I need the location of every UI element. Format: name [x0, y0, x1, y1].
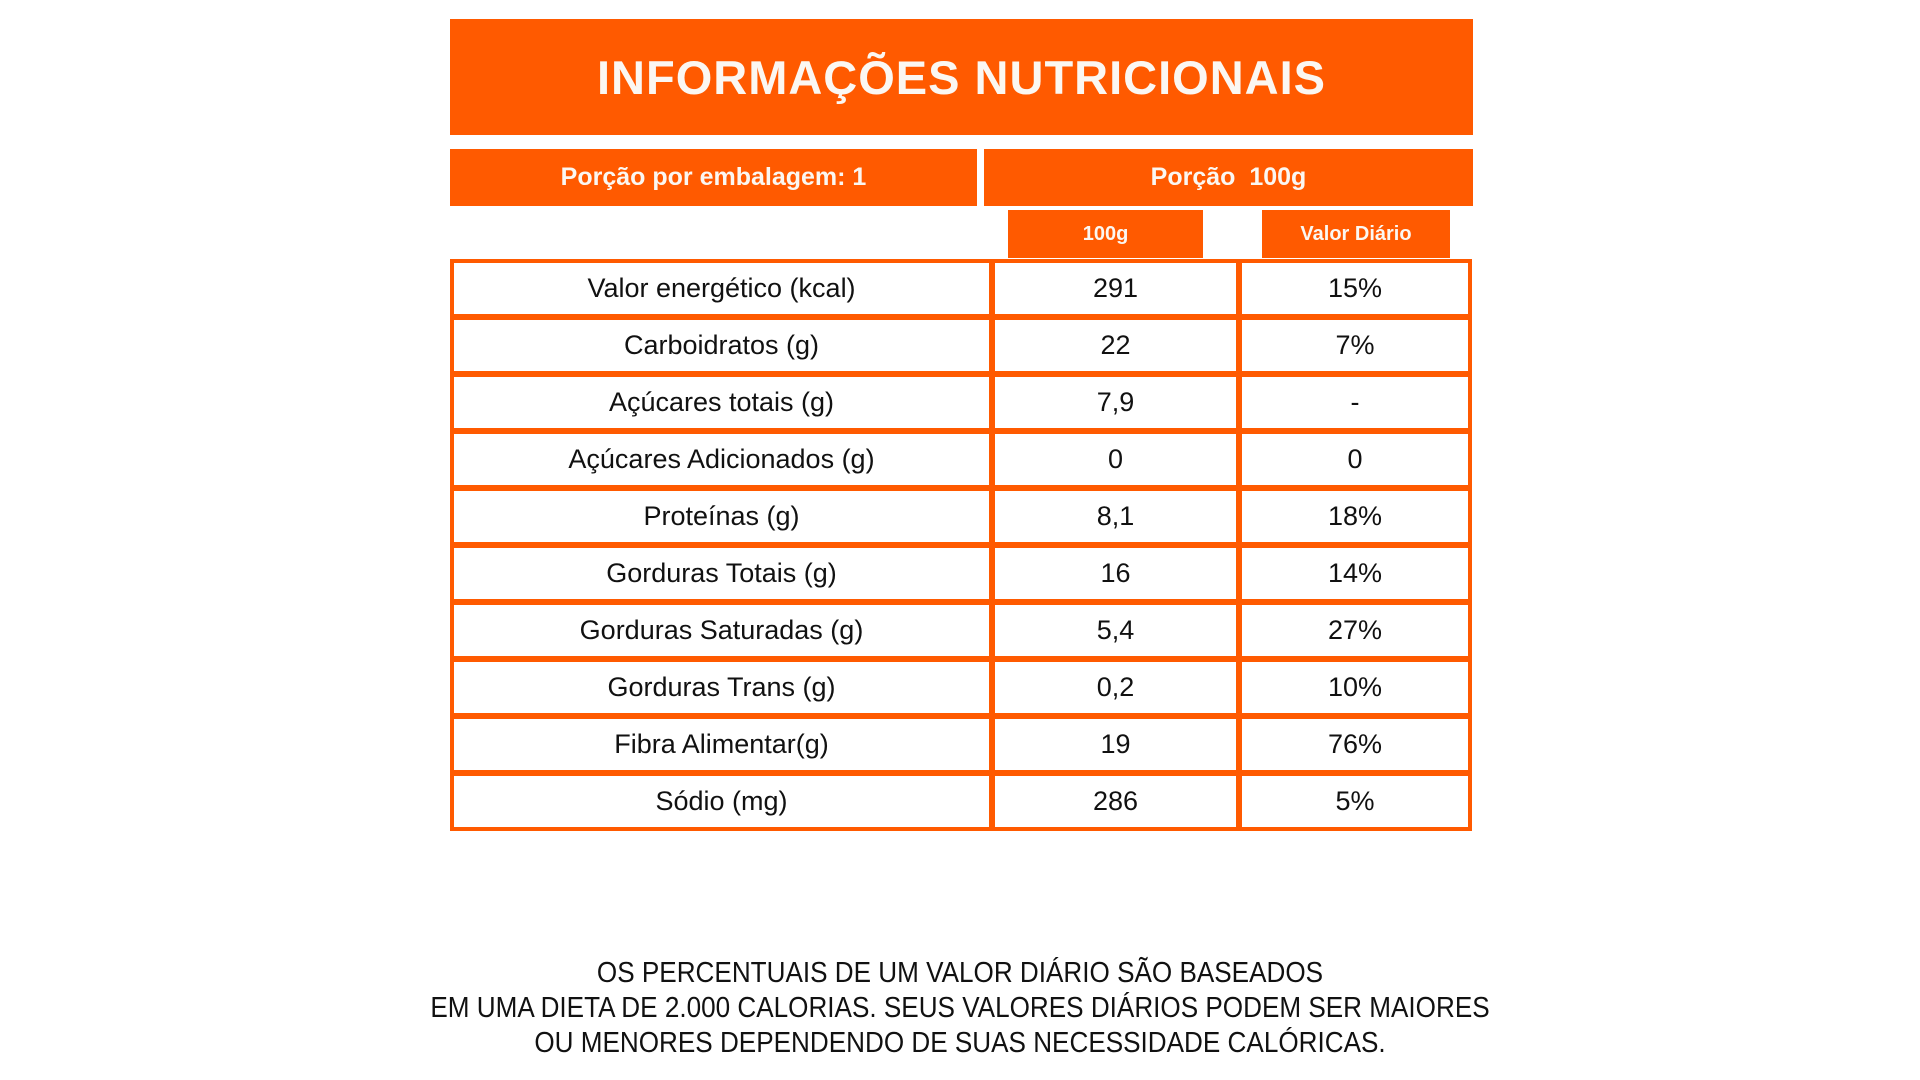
nutrient-amount-cell: 286: [992, 773, 1239, 830]
table-row: [451, 716, 1471, 773]
nutrient-name-cell: Gorduras Saturadas (g): [451, 602, 992, 659]
table-row: [451, 374, 1471, 431]
servings-per-package-header: [450, 149, 977, 206]
nutrient-daily-value-cell: 7%: [1239, 317, 1471, 374]
column-header-daily-value-label: Valor Diário: [1300, 222, 1412, 245]
table-row: [451, 431, 1471, 488]
nutrient-name-cell: Açúcares totais (g): [451, 374, 992, 431]
nutrient-daily-value-cell: -: [1239, 374, 1471, 431]
nutrient-name-cell: Fibra Alimentar(g): [451, 716, 992, 773]
disclaimer-line-1: OS PERCENTUAIS DE UM VALOR DIÁRIO SÃO BASEADOS: [596, 957, 1324, 989]
nutrient-name-cell: Sódio (mg): [451, 773, 992, 830]
table-row: [451, 488, 1471, 545]
nutrient-daily-value-cell: 18%: [1239, 488, 1471, 545]
title-banner: [450, 19, 1473, 135]
nutrient-name-cell: Carboidratos (g): [451, 317, 992, 374]
page-title: INFORMAÇÕES NUTRICIONAIS: [597, 50, 1326, 104]
nutrient-daily-value-cell: 0: [1239, 431, 1471, 488]
nutrient-amount-cell: 5,4: [992, 602, 1239, 659]
table-row: [451, 602, 1471, 659]
nutrient-name-cell: Proteínas (g): [451, 488, 992, 545]
nutrient-amount-cell: 0,2: [992, 659, 1239, 716]
servings-per-package-label: Porção por embalagem: 1: [560, 163, 867, 191]
column-header-100g-label: 100g: [1082, 222, 1129, 245]
nutrient-amount-cell: 22: [992, 317, 1239, 374]
nutrient-amount-cell: 19: [992, 716, 1239, 773]
nutrient-name-cell: Gorduras Totais (g): [451, 545, 992, 602]
nutrient-amount-cell: 16: [992, 545, 1239, 602]
nutrient-daily-value-cell: 76%: [1239, 716, 1471, 773]
nutrient-amount-cell: 291: [992, 260, 1239, 317]
nutrient-amount-cell: 7,9: [992, 374, 1239, 431]
nutrient-daily-value-cell: 10%: [1239, 659, 1471, 716]
nutrient-name-cell: Valor energético (kcal): [451, 260, 992, 317]
column-header-daily-value: [1262, 210, 1450, 258]
nutrient-name-cell: Açúcares Adicionados (g): [451, 431, 992, 488]
nutrient-daily-value-cell: 5%: [1239, 773, 1471, 830]
nutrient-daily-value-cell: 27%: [1239, 602, 1471, 659]
nutrient-daily-value-cell: 14%: [1239, 545, 1471, 602]
nutrient-daily-value-cell: 15%: [1239, 260, 1471, 317]
nutrition-table-body: [451, 260, 1471, 830]
portion-size-label: Porção 100g: [1150, 163, 1307, 191]
table-row: [451, 317, 1471, 374]
nutrition-table: [450, 259, 1472, 831]
nutrient-amount-cell: 0: [992, 431, 1239, 488]
table-row: [451, 260, 1471, 317]
nutrient-name-cell: Gorduras Trans (g): [451, 659, 992, 716]
disclaimer-line-2: EM UMA DIETA DE 2.000 CALORIAS. SEUS VALORES DIÁRIOS PODEM SER MAIORES: [430, 992, 1490, 1024]
portion-size-header: [984, 149, 1473, 206]
table-row: [451, 545, 1471, 602]
daily-value-disclaimer: [96, 956, 1824, 1061]
column-header-100g: [1008, 210, 1203, 258]
nutrient-amount-cell: 8,1: [992, 488, 1239, 545]
table-row: [451, 659, 1471, 716]
disclaimer-line-3: OU MENORES DEPENDENDO DE SUAS NECESSIDADE CALÓRICAS.: [534, 1027, 1386, 1059]
table-row: [451, 773, 1471, 830]
